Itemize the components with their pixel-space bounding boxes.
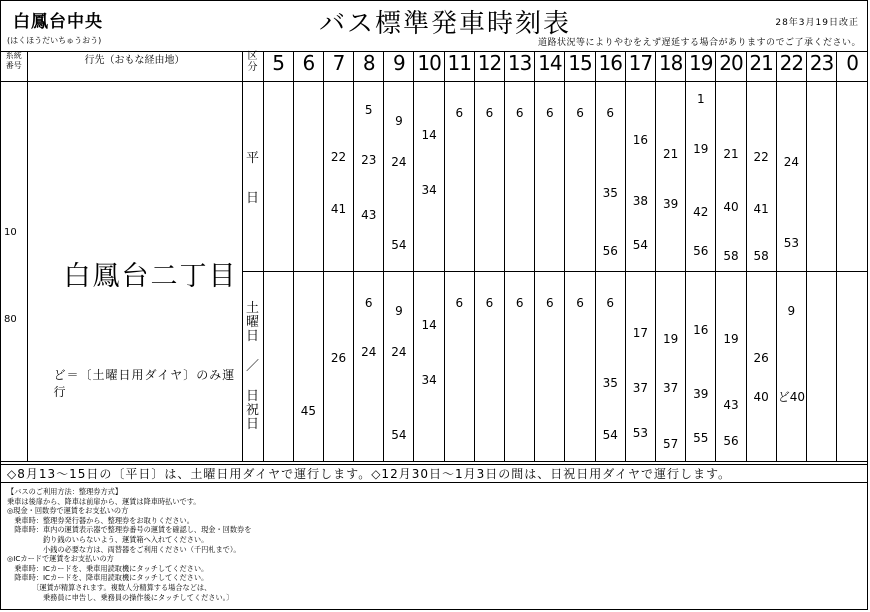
minute-cell <box>595 82 625 272</box>
day-type-char: 日 <box>246 191 260 206</box>
instruction-line: ◎ICカードで運賃をお支払いの方 <box>7 554 114 564</box>
minute-cell <box>806 82 836 272</box>
day-type-char: 祝 <box>246 403 260 418</box>
payment-instructions <box>7 487 387 602</box>
weekday-row <box>1 82 867 272</box>
header <box>1 1 867 52</box>
minute-cell <box>837 82 867 272</box>
departure-minute: 57 <box>662 436 679 451</box>
day-type-char: 土 <box>246 301 260 316</box>
day-type-char: 日 <box>246 417 260 432</box>
departure-minute: 38 <box>632 194 649 209</box>
departure-minute: 37 <box>632 381 649 396</box>
day-type-char: ／ <box>246 359 260 374</box>
stop-name: 白鳳台中央 <box>13 12 103 32</box>
departure-minute: 37 <box>662 381 679 396</box>
departure-minute: 14 <box>421 127 437 142</box>
departure-minute: ど40 <box>777 389 805 404</box>
minute-cell <box>625 82 655 272</box>
minute-cell <box>414 272 444 462</box>
departure-minute: 54 <box>391 428 407 443</box>
minute-cell <box>323 272 353 462</box>
hour-header: 5 <box>263 51 293 82</box>
departure-minute: 41 <box>753 202 769 217</box>
destination-name: 白鳳台二丁目 <box>63 261 238 292</box>
minute-cell <box>565 272 595 462</box>
departure-minute: 26 <box>330 350 347 365</box>
minute-cell <box>746 272 776 462</box>
departure-minute: 54 <box>602 428 618 443</box>
minute-cell <box>263 82 293 272</box>
departure-minute: 40 <box>723 199 739 214</box>
instruction-line: 乗車時：ICカードを、乗車用読取機にタッチしてください。 <box>7 563 209 573</box>
departure-minute: 24 <box>391 155 407 170</box>
departure-minute: 21 <box>662 147 679 162</box>
hour-header: 16 <box>595 51 625 82</box>
minute-cell <box>595 272 625 462</box>
instruction-line: 降車時：車内の運賃表示器で整理券番号の運賃を確認し、現金・回数券を <box>7 525 252 535</box>
departure-minute: 24 <box>361 345 377 360</box>
timetable <box>1 51 867 462</box>
hour-header: 19 <box>686 51 716 82</box>
hour-header: 23 <box>806 51 836 82</box>
departure-minute: 6 <box>364 295 373 310</box>
route-number: 80 <box>4 314 17 325</box>
departure-minute: 6 <box>606 295 615 310</box>
departure-minute: 22 <box>330 149 347 164</box>
special-operation-notice: ◇8月13～15日の〔平日〕は、土曜日用ダイヤで運行します。◇12月30日～1月3日の間は、日祝日用ダイヤで運行します。 <box>1 464 867 483</box>
departure-minute: 54 <box>391 238 407 253</box>
day-type-char: 曜 <box>246 315 260 330</box>
minute-cell <box>474 272 504 462</box>
destination-note: ど＝〔土曜日用ダイヤ〕のみ運行 <box>53 368 236 399</box>
departure-minute: 41 <box>330 202 347 217</box>
revision-date: 28年3月19日改正 <box>775 18 859 28</box>
minute-cell <box>505 82 535 272</box>
departure-minute: 6 <box>576 295 584 310</box>
minute-cell <box>323 82 353 272</box>
minute-cell <box>686 272 716 462</box>
instruction-line: 乗車は後扉から、降車は前扉から、運賃は降車時払いです。 <box>7 496 201 506</box>
hour-header: 6 <box>293 51 323 82</box>
instruction-line: 乗車時：整理券発行器から、整理券をお取りください。 <box>7 515 194 525</box>
departure-minute: 6 <box>515 105 524 120</box>
departure-minute: 1 <box>696 91 705 106</box>
departure-minute: 6 <box>606 105 615 120</box>
day-type-header: 区 分 <box>242 51 263 82</box>
instruction-line: 【バスのご利用方法：整理券方式】 <box>7 487 123 496</box>
minute-cell <box>474 82 504 272</box>
hour-header: 10 <box>414 51 444 82</box>
hour-header: 7 <box>323 51 353 82</box>
hour-header: 15 <box>565 51 595 82</box>
departure-minute: 58 <box>753 249 769 264</box>
departure-minute: 53 <box>632 425 649 440</box>
minute-cell <box>716 82 746 272</box>
departure-minute: 9 <box>395 113 403 128</box>
departure-minute: 55 <box>693 431 709 446</box>
departure-minute: 6 <box>455 105 464 120</box>
departure-minute: 43 <box>723 397 739 412</box>
minute-cell <box>384 272 414 462</box>
minute-cell <box>716 272 746 462</box>
minute-cell <box>655 272 685 462</box>
minute-cell <box>776 272 806 462</box>
departure-minute: 9 <box>395 303 403 318</box>
departure-minute: 22 <box>753 149 769 164</box>
departure-minute: 53 <box>783 235 799 250</box>
weekday-label-cell <box>242 82 263 272</box>
hour-header: 11 <box>444 51 474 82</box>
departure-minute: 39 <box>693 386 709 401</box>
departure-minute: 45 <box>300 403 316 418</box>
departure-minute: 6 <box>546 295 554 310</box>
instruction-line: 釣り銭のいらないよう、運賃箱へ入れてください。 <box>7 534 209 544</box>
day-type-char: 日 <box>246 389 260 404</box>
departure-minute: 54 <box>632 238 649 253</box>
hour-header: 9 <box>384 51 414 82</box>
destination-header: 行先（おもな経由地） <box>27 51 242 82</box>
departure-minute: 56 <box>723 433 739 448</box>
minute-cell <box>535 82 565 272</box>
minute-cell <box>776 82 806 272</box>
departure-minute: 34 <box>421 183 437 198</box>
holiday-label-cell <box>242 272 263 462</box>
minute-cell <box>444 82 474 272</box>
departure-minute: 14 <box>421 317 437 332</box>
minute-cell <box>293 82 323 272</box>
departure-minute: 39 <box>662 196 679 211</box>
minute-cell <box>414 82 444 272</box>
hour-header: 8 <box>354 51 384 82</box>
departure-minute: 16 <box>693 323 709 338</box>
hour-header: 0 <box>837 51 867 82</box>
departure-minute: 19 <box>723 331 739 346</box>
minute-cell <box>293 272 323 462</box>
hour-header: 17 <box>625 51 655 82</box>
departure-minute: 24 <box>391 345 407 360</box>
departure-minute: 6 <box>576 105 584 120</box>
departure-minute: 6 <box>485 105 494 120</box>
minute-cell <box>625 272 655 462</box>
minute-cell <box>384 82 414 272</box>
departure-minute: 23 <box>361 152 377 167</box>
departure-minute: 58 <box>723 249 739 264</box>
minute-cell <box>535 272 565 462</box>
page-title: バス標準発車時刻表 <box>319 9 572 39</box>
day-type-char: 日 <box>246 329 260 344</box>
hour-header: 20 <box>716 51 746 82</box>
departure-minute: 19 <box>662 331 679 346</box>
departure-minute: 56 <box>693 243 709 258</box>
minute-cell <box>686 82 716 272</box>
departure-minute: 17 <box>632 326 649 341</box>
minute-cell <box>505 272 535 462</box>
instruction-line: 降車時：ICカードを、降車用読取機にタッチしてください。 <box>7 573 209 583</box>
minute-cell <box>565 82 595 272</box>
minute-cell <box>746 82 776 272</box>
departure-minute: 6 <box>546 105 554 120</box>
departure-minute: 6 <box>485 295 494 310</box>
departure-minute: 34 <box>421 373 437 388</box>
minute-cell <box>354 272 384 462</box>
destination-cell <box>27 82 242 462</box>
table-header-row <box>1 51 867 82</box>
hour-header: 21 <box>746 51 776 82</box>
departure-minute: 56 <box>602 243 618 258</box>
hour-header: 13 <box>505 51 535 82</box>
minute-cell <box>837 272 867 462</box>
instruction-line: 小銭の必要な方は、両替器をご利用ください（千円札まで）。 <box>7 544 241 554</box>
departure-minute: 35 <box>602 375 618 390</box>
departure-minute: 5 <box>364 102 373 117</box>
minute-cell <box>263 272 293 462</box>
instruction-line: 〔運賃が精算されます。複数人分精算する場合などは、 <box>7 582 212 592</box>
stop-reading: (はくほうだいちゅうおう) <box>7 36 102 45</box>
hour-header: 18 <box>655 51 685 82</box>
day-type-char: 平 <box>246 151 260 166</box>
minute-cell <box>655 82 685 272</box>
departure-minute: 42 <box>693 205 709 220</box>
minute-cell <box>354 82 384 272</box>
minute-cell <box>444 272 474 462</box>
departure-minute: 6 <box>455 295 464 310</box>
instruction-line: 乗務員に申告し、乗務員の操作後にタッチしてください。〕 <box>7 592 234 602</box>
instruction-line: ◎現金・回数券で運賃をお支払いの方 <box>7 506 129 516</box>
departure-minute: 9 <box>787 303 796 318</box>
route-number: 10 <box>4 227 17 238</box>
departure-minute: 43 <box>361 207 377 222</box>
departure-minute: 26 <box>753 350 769 365</box>
departure-minute: 35 <box>602 185 618 200</box>
route-number-header: 系統 番号 <box>1 51 27 82</box>
delay-notice: 道路状況等によりやむをえず遅延する場合がありますのでご了承ください。 <box>537 38 861 48</box>
departure-minute: 6 <box>515 295 524 310</box>
departure-minute: 21 <box>723 147 739 162</box>
route-number-cell <box>1 82 27 462</box>
departure-minute: 19 <box>693 141 709 156</box>
hour-header: 14 <box>535 51 565 82</box>
departure-minute: 24 <box>783 155 799 170</box>
minute-cell <box>806 272 836 462</box>
departure-minute: 40 <box>753 389 769 404</box>
hour-header: 12 <box>474 51 504 82</box>
departure-minute: 16 <box>632 133 649 148</box>
hour-header: 22 <box>776 51 806 82</box>
